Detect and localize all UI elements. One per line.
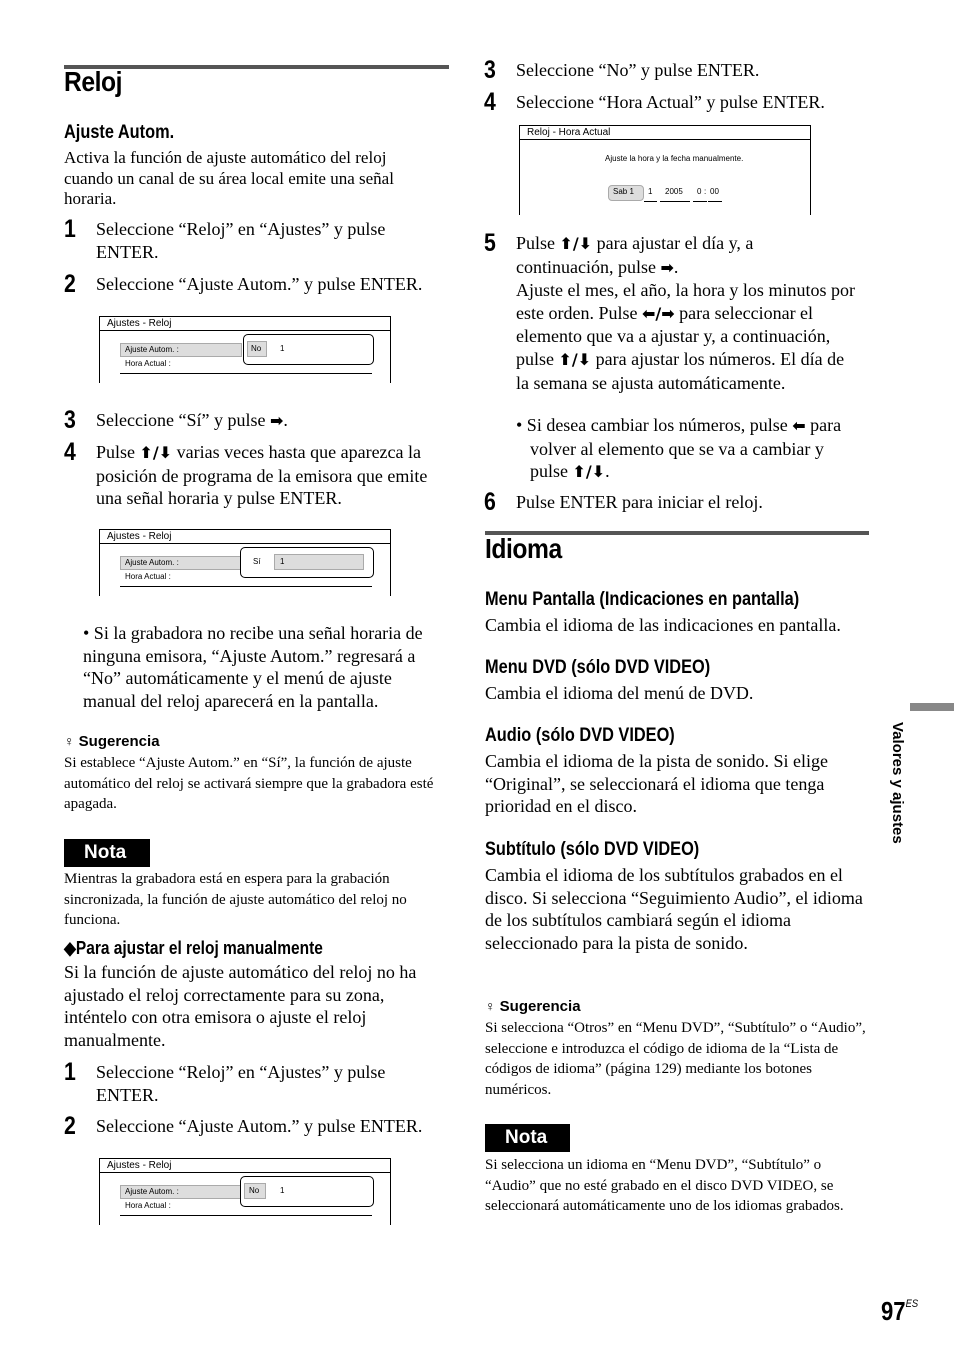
year-field: 2005 [665,187,683,196]
step-number: 3 [484,56,496,84]
lightbulb-icon: ♀ [485,998,496,1014]
screen-title: Ajustes - Reloj [100,316,390,331]
step-number: 3 [64,406,76,434]
right-arrow-icon: ➡ [269,411,284,430]
screen-row-label: Ajuste Autom. : [125,1187,179,1196]
up-down-arrow-icon: ⬆/⬇ [558,349,592,369]
step-number: 1 [64,1058,76,1086]
nota-label: Nota [64,839,150,867]
page-number: $97^{ES}$ [881,1296,919,1326]
up-down-arrow-icon: ⬆/⬇ [139,443,173,462]
ajuste-intro: Activa la función de ajuste automático del reloj cuando un canal de su área local emite una señal horaria. [64,148,394,209]
nota-text: Si selecciona un idioma en “Menu DVD”, “Subtítulo” o “Audio” que no esté grabado en el disco DVD VIDEO, se seleccionará automáticamente uno de los idiomas grabados. [485,1157,844,1214]
heading-audio: Audio (sólo DVD VIDEO) [485,725,675,746]
tip-heading: ♀ Sugerencia [64,733,160,750]
step-text: Seleccione “No” y pulse ENTER. [516,60,760,80]
up-down-arrow-icon: ⬆/⬇ [572,462,606,482]
left-arrow-icon: ⬅ [792,416,806,435]
section-title-idioma: Idioma [485,533,562,564]
value-option: No [251,344,262,353]
step-text: Seleccione “Ajuste Autom.” y pulse ENTER. [96,1116,423,1136]
step-number: 4 [64,438,76,466]
heading-menu-dvd: Menu DVD (sólo DVD VIDEO) [485,657,711,678]
day-field: Sab 1 [613,187,634,196]
screen-row-label: Ajuste Autom. : [125,558,179,567]
screen-row-label: Hora Actual : [125,359,171,368]
heading-menu-pantalla: Menu Pantalla (Indicaciones en pantalla) [485,589,800,610]
value-number: 1 [280,557,285,566]
step5-text: Pulse ⬆/⬇ para ajustar el día y, a continuación, pulse ➡. Ajuste el mes, el año, la hora y los minutos por este orden. Pulse ⬅/➡ para seleccionar el elemento que va a ajustar y, a continuación, pulse ⬆/⬇ para ajustar los números. El día de la semana se ajusta automáticamente. [516,233,855,393]
step-number: 2 [64,1112,76,1140]
page-suffix: ES [905,1298,919,1310]
section-text: Cambia el idioma del menú de DVD. [485,683,754,703]
step-number: 5 [484,229,496,257]
screen-title: Ajustes - Reloj [100,1158,390,1173]
step-text: Seleccione “Reloj” en “Ajustes” y pulse ENTER. [96,219,386,262]
step-number: 1 [64,215,76,243]
side-tab-marker [910,703,954,711]
screen-ajustes-reloj [99,1158,391,1225]
lightbulb-icon: ♀ [64,733,75,749]
tip-text: Si establece “Ajuste Autom.” en “Sí”, la función de ajuste automático del reloj se activará siempre que la grabadora esté apagada. [64,755,434,812]
tip-heading: ♀ Sugerencia [485,998,581,1015]
section-title-reloj: Reloj [64,66,123,97]
hour-field: 0 [697,187,702,196]
screen-title: Ajustes - Reloj [100,529,390,544]
screen-row-label: Ajuste Autom. : [125,345,179,354]
bullet-note: • Si la grabadora no recibe una señal horaria de ninguna emisora, “Ajuste Autom.” regresará a “No” automáticamente y el menú de ajuste manual del reloj aparecerá en la pantalla. [83,623,423,711]
manual-intro: Si la función de ajuste automático del reloj no ha ajustado el reloj correctamente para su zona, inténtelo con otra emisora o ajuste el reloj manualmente. [64,962,417,1050]
side-section-label: Valores y ajustes [889,722,906,844]
section-text: Cambia el idioma de los subtítulos grabados en el disco. Si selecciona “Seguimiento Audio”, el idioma de los subtítulos cambiará según el idioma seleccionado para la pista de sonido. [485,865,863,953]
heading-subtitulo: Subtítulo (sólo DVD VIDEO) [485,839,700,860]
step-text: Pulse ⬆/⬇ varias veces hasta que aparezca la posición de programa de la emisora que emite una señal horaria y pulse ENTER. [96,442,428,509]
step5-bullet: • Si desea cambiar los números, pulse ⬅ para volver al elemento que se va a cambiar y pulse ⬆/⬇. [516,414,876,484]
screen-row-label: Hora Actual : [125,1201,171,1210]
minute-field: 00 [710,187,719,196]
step-text: Seleccione “Hora Actual” y pulse ENTER. [516,92,825,112]
time-separator: : [704,187,707,196]
up-down-arrow-icon: ⬆/⬇ [559,234,593,253]
left-right-arrow-icon: ⬅/➡ [641,303,675,323]
value-popup [240,1176,374,1207]
tip-text: Si selecciona “Otros” en “Menu DVD”, “Subtítulo” o “Audio”, seleccione e introduzca el código de idioma de la “Lista de códigos de idioma” (página 129) mediante los botones numéricos. [485,1020,866,1098]
heading-ajuste-autom: Ajuste Autom. [64,122,175,143]
screen-title: Reloj - Hora Actual [520,125,810,140]
step-text: Seleccione “Reloj” en “Ajustes” y pulse ENTER. [96,1062,386,1105]
value-option: Sí [253,557,261,566]
step-text: Pulse ENTER para iniciar el reloj. [516,492,763,512]
value-option: No [249,1186,260,1195]
value-number: 1 [280,344,285,353]
value-popup [243,334,374,365]
step-text: Seleccione “Sí” y pulse ➡. [96,409,436,433]
nota-label: Nota [485,1124,570,1152]
section-text: Cambia el idioma de la pista de sonido. Si elige “Original”, se seleccionará el idioma que tenga prioridad en el disco. [485,751,828,817]
value-number: 1 [280,1186,285,1195]
value-popup [240,547,374,578]
screen-ajustes-reloj [99,316,391,383]
screen-ajustes-reloj [99,529,391,596]
screen-hora-actual [519,125,811,215]
screen-instruction: Ajuste la hora y la fecha manualmente. [605,154,744,163]
step-number: 2 [64,270,76,298]
month-field: 1 [648,187,653,196]
step-text: Seleccione “Ajuste Autom.” y pulse ENTER. [96,274,423,294]
heading-manual: ◆Para ajustar el reloj manualmente [64,938,323,958]
section-text: Cambia el idioma de las indicaciones en pantalla. [485,615,841,635]
nota-text: Mientras la grabadora está en espera para la grabación sincronizada, la función de ajuste automático del reloj no funciona. [64,871,407,928]
screen-row-label: Hora Actual : [125,572,171,581]
step-number: 6 [484,488,496,516]
step-number: 4 [484,88,496,116]
right-arrow-icon: ➡ [660,257,674,277]
